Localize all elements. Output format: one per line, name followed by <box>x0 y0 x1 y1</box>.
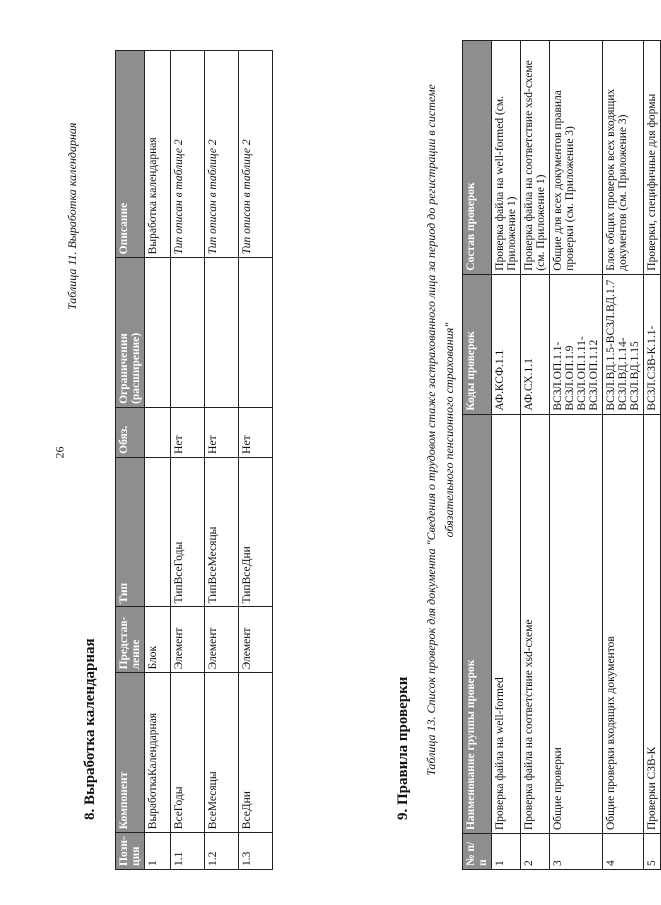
cell-content: Блок общих проверок всех входящих документов (см. Приложение 3) <box>603 41 644 275</box>
cell-content: Проверка файла на соответствие xsd-схеме (см. Приложение 1) <box>521 41 550 275</box>
cell-limits <box>205 258 239 408</box>
col-header-type: Тип <box>116 457 145 607</box>
cell-position: 1 <box>145 833 171 870</box>
cell-group-name: Общие проверки <box>550 414 603 833</box>
table-row <box>171 51 205 870</box>
table-row <box>492 41 521 870</box>
col-header-position: Пози- ция <box>116 833 145 870</box>
table-row <box>603 41 644 870</box>
cell-required <box>145 407 171 457</box>
cell-limits <box>171 258 205 408</box>
cell-description: Тип описан в таблице 2 <box>205 51 239 258</box>
section-9-heading: 9. Правила проверки <box>395 676 411 820</box>
cell-content: Проверки, специфичные для формы <box>644 41 661 275</box>
table-row <box>521 41 550 870</box>
table-row <box>205 51 239 870</box>
table-row <box>239 51 273 870</box>
cell-codes: ВСЗЛ.ВД.1.5-ВСЗЛ.ВД.1.7 ВСЗЛ.ВД.1.14- ВСЗЛ.ВД.1.15 <box>603 274 644 414</box>
cell-required: Нет <box>239 407 273 457</box>
cell-number: 3 <box>550 834 603 870</box>
cell-required: Нет <box>205 407 239 457</box>
cell-group-name: Проверки СЗВ-К <box>644 414 661 833</box>
cell-component: ВсеДни <box>239 673 273 833</box>
cell-type: ТипВсеДни <box>239 457 273 607</box>
cell-limits <box>239 258 273 408</box>
cell-codes: ВСЗЛ.ОП.1.1- ВСЗЛ.ОП.1.9 ВСЗЛ.ОП.1.11- ВСЗЛ.ОП.1.12 <box>550 274 603 414</box>
col-header-component: Компонент <box>116 673 145 833</box>
page-number: 26 <box>52 446 67 459</box>
cell-group-name: Проверка файла на соответствие xsd-схеме <box>521 414 550 833</box>
cell-position: 1.2 <box>205 833 239 870</box>
cell-type: ТипВсеГоды <box>171 457 205 607</box>
col-header-limits: Ограничения (расширение) <box>116 258 145 408</box>
cell-group-name: Общие проверки входящих документов <box>603 414 644 833</box>
cell-component: ВсеМесяцы <box>205 673 239 833</box>
col-header-required: Обяз. <box>116 407 145 457</box>
table-13-caption: Таблица 13. Список проверок для документа "Сведения о трудовом стаже застрахованного лица за период до регистрации в системе обязательного пенсионного страхования" <box>424 84 456 776</box>
cell-number: 4 <box>603 834 644 870</box>
col-header-codes: Коды проверок <box>463 274 492 414</box>
cell-representation: Блок <box>145 607 171 673</box>
cell-representation: Элемент <box>205 607 239 673</box>
table-11-header-row <box>116 51 145 870</box>
table-11 <box>115 50 273 870</box>
cell-codes: ВСЗЛ.СЗВ-К.1.1- <box>644 274 661 414</box>
cell-codes: АФ.КСФ.1.1 <box>492 274 521 414</box>
cell-content: Проверка файла на well-formed (см. Приложение 1) <box>492 41 521 275</box>
col-header-description: Описание <box>116 51 145 258</box>
table-row <box>644 41 661 870</box>
cell-number: 5 <box>644 834 661 870</box>
cell-number: 2 <box>521 834 550 870</box>
cell-description: Выработка календарная <box>145 51 171 258</box>
cell-position: 1.3 <box>239 833 273 870</box>
table-row <box>550 41 603 870</box>
cell-codes: АФ.СХ.1.1 <box>521 274 550 414</box>
cell-number: 1 <box>492 834 521 870</box>
table-13-header-row <box>463 41 492 870</box>
cell-type: ТипВсеМесяцы <box>205 457 239 607</box>
cell-component: ВсеГоды <box>171 673 205 833</box>
cell-limits <box>145 258 171 408</box>
table-11-caption: Таблица 11. Выработка календарная <box>65 122 79 310</box>
cell-description: Тип описан в таблице 2 <box>171 51 205 258</box>
cell-representation: Элемент <box>171 607 205 673</box>
cell-content: Общие для всех документов правила проверки (см. Приложение 3) <box>550 41 603 275</box>
col-header-representation: Представ- ление <box>116 607 145 673</box>
cell-component: ВыработкаКалендарная <box>145 673 171 833</box>
col-header-number: № п/п <box>463 834 492 870</box>
cell-type <box>145 457 171 607</box>
cell-group-name: Проверка файла на well-formed <box>492 414 521 833</box>
section-8-heading: 8. Выработка календарная <box>82 638 98 820</box>
cell-description: Тип описан в таблице 2 <box>239 51 273 258</box>
rotated-page-content <box>60 10 658 890</box>
table-13 <box>462 40 661 870</box>
col-header-group-name: Наименование группы проверок <box>463 414 492 833</box>
cell-position: 1.1 <box>171 833 205 870</box>
col-header-content: Состав проверок <box>463 41 492 275</box>
cell-representation: Элемент <box>239 607 273 673</box>
cell-required: Нет <box>171 407 205 457</box>
table-row <box>145 51 171 870</box>
